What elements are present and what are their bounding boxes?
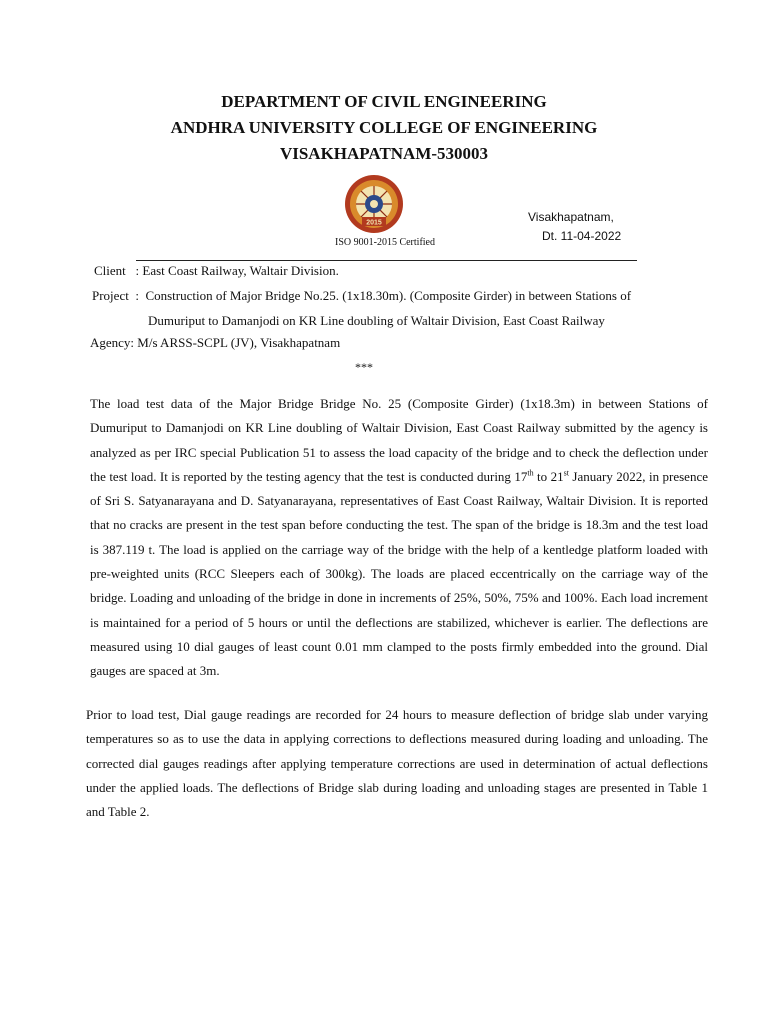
project-value: : Construction of Major Bridge No.25. (1x18.30m). (Composite Girder) in between Stations of [128, 288, 632, 303]
client-label: Client [94, 263, 126, 278]
project-line [92, 287, 631, 305]
client-line [94, 262, 339, 280]
superscript: th [527, 468, 534, 478]
college-heading: ANDHRA UNIVERSITY COLLEGE OF ENGINEERING [170, 118, 598, 137]
project-label: Project [92, 288, 129, 303]
paragraph-load-test [90, 392, 708, 684]
university-seal-icon [343, 173, 405, 235]
iso-certification: ISO 9001-2015 Certified [335, 237, 435, 248]
city-heading: VISAKHAPATNAM-530003 [279, 144, 489, 163]
project-line-continued: Dumuriput to Damanjodi on KR Line doubling of Waltair Division, East Coast Railway [148, 313, 605, 328]
superscript: st [563, 468, 569, 478]
separator: *** [355, 360, 373, 374]
seal-year: 2015 [366, 219, 382, 227]
header-divider [136, 260, 637, 261]
department-heading: DEPARTMENT OF CIVIL ENGINEERING [221, 92, 547, 111]
paragraph-dial-gauges: Prior to load test, Dial gauge readings are recorded for 24 hours to measure deflection of bridge slab under varying temperatures so as to use the data in applying corrections to deflections measured during loading and unloading. The corrected dial gauges readings after applying temperature corrections are used in determination of actual deflections under the applied loads. The deflections of Bridge slab during loading and unloading stages are presented in Table 1 and Table 2. [86, 707, 708, 820]
agency-line: Agency: M/s ARSS-SCPL (JV), Visakhapatnam [90, 335, 341, 350]
client-value: : East Coast Railway, Waltair Division. [125, 263, 339, 278]
paragraph-text: The load test data of the Major Bridge Bridge No. 25 (Composite Girder) (1x18.3m) in between Stations of Dumuriput to Damanjodi on KR Line doubling of Waltair Division, East Coast Railway submitted by the agency is analyzed as per IRC special Publication 51 to assess the load capacity of the bridge and to check the deflection under the test load. It is reported by the testing agency that the test is conducted during 17 [90, 396, 708, 484]
paragraph-text: January 2022, in presence of Sri S. Satyanarayana and D. Satyanarayana, representatives of East Coast Railway, Waltair Division. It is reported that no cracks are present in the test span before conducting the test. The span of the bridge is 18.3m and the test load is 387.119 t. The load is applied on the carriage way of the bridge with the help of a kentledge platform loaded with pre-weighted units (RCC Sleepers each of 300kg). The loads are placed eccentrically on the carriage way of the bridge. Loading and unloading of the bridge in done in increments of 25%, 50%, 75% and 100%. Each load increment is maintained for a period of 5 hours or until the deflections are stabilized, whichever is earlier. The deflections are measured using 10 dial gauges of least count 0.01 mm clamped to the posts firmly embedded into the ground. Dial gauges are spaced at 3m. [90, 468, 708, 679]
place: Visakhapatnam, [528, 210, 614, 224]
paragraph-text: to 21 [533, 468, 564, 484]
date: Dt. 11-04-2022 [542, 229, 622, 243]
place-date-block [528, 208, 621, 246]
